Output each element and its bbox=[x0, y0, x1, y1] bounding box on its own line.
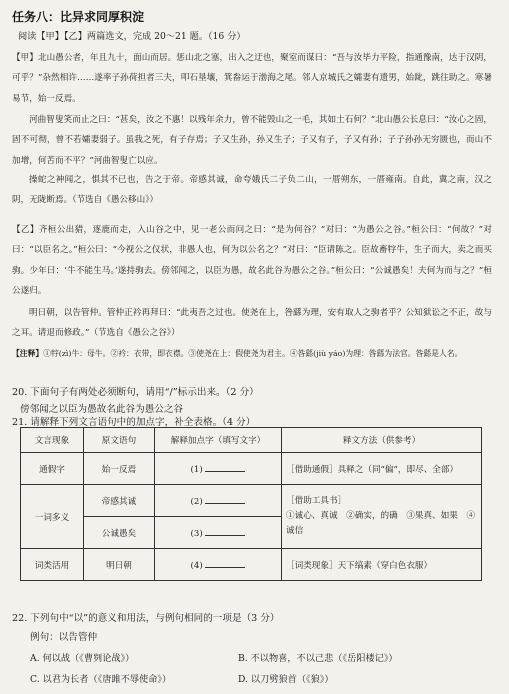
method-cell bbox=[282, 485, 482, 549]
sentence-cell: 帝感其诚 bbox=[84, 485, 155, 517]
reading-instruction: 阅读【甲】【乙】两篇选文，完成 20～21 题。（16 分） bbox=[18, 31, 246, 42]
task-title: 任务八：比异求同厚积淀 bbox=[12, 10, 145, 24]
option-d[interactable] bbox=[238, 671, 334, 685]
option-label: B. bbox=[238, 653, 248, 664]
answer-blank[interactable] bbox=[205, 462, 245, 472]
method-meanings: ①诚心、真诚 ②确实，的确 ③果真、如果 ④诚信 bbox=[286, 511, 476, 536]
option-label: C. bbox=[30, 674, 40, 685]
passage-yi-p1: 【乙】齐桓公出猎，逐鹿而走，入山谷之中，见一老公而问之曰：“是为何谷？”对曰：“为愚公之谷。”桓公曰：“何故？”对曰：“以臣名之。”桓公曰：“今视公之仪状，非愚人也，何为以公名之？”对曰：“臣请陈之。臣故畜牸牛，生子而大，卖之而买驹。少年曰：‘牛不能生马。’遂持驹去。傍邻闻之，以臣为愚，故名此谷为愚公之谷。”桓公曰：“公诚愚矣！夫何为而与之？”桓公遂归。 bbox=[12, 225, 492, 296]
sentence-cell: 明日朝 bbox=[84, 549, 155, 581]
table-header-row bbox=[21, 428, 482, 453]
header-method: 释文方法（供参考） bbox=[282, 428, 482, 453]
q20-stem: 20. 下面句子有两处必须断句，请用“/”标示出来。（2 分） bbox=[12, 387, 259, 398]
header-explanation: 解释加点字（填写文字） bbox=[155, 428, 282, 453]
notes-label: 【注释】 bbox=[12, 349, 44, 358]
option-label: A. bbox=[30, 653, 40, 664]
option-text: 何以战（《曹刿论战》） bbox=[42, 653, 135, 664]
option-label: D. bbox=[238, 674, 248, 685]
answer-number: (4) bbox=[190, 561, 203, 571]
q22-stem: 22. 下列句中“以”的意义和用法，与例句相同的一项是（3 分） bbox=[12, 613, 280, 624]
option-b[interactable] bbox=[238, 650, 398, 664]
q20-sentence: 傍邻闻之以臣为愚故名此谷为愚公之谷 bbox=[20, 404, 184, 415]
table-row bbox=[21, 453, 482, 485]
passage-jia-p1: 【甲】北山愚公者，年且九十，面山而居。惩山北之塞，出入之迂也，聚室而谋曰：“吾与汝毕力平险，指通豫南，达于汉阴，可乎？”杂然相许……遂率子孙荷担者三夫，叩石垦壤，箕畚运于渤海之尾。邻人京城氏之孀妻有遗男，始龀，跳往助之。寒暑易节，始一反焉。 bbox=[12, 53, 492, 104]
header-phenomenon: 文言现象 bbox=[21, 428, 84, 453]
answer-number: (1) bbox=[190, 465, 203, 475]
option-text: 不以物喜，不以己悲（《岳阳楼记》） bbox=[250, 653, 398, 664]
option-text: 以刀劈狼首（《狼》） bbox=[250, 674, 334, 685]
answer-number: (3) bbox=[190, 529, 203, 539]
answer-number: (2) bbox=[190, 497, 203, 507]
phenomenon-cell: 一词多义 bbox=[21, 485, 84, 549]
sentence-cell: 公诚愚矣 bbox=[84, 517, 155, 549]
q21-stem: 21. 请解释下列文言语句中的加点字，补全表格。（4 分） bbox=[12, 417, 256, 428]
table-row bbox=[21, 549, 482, 581]
answer-cell-4[interactable] bbox=[155, 549, 282, 581]
option-a[interactable] bbox=[30, 650, 134, 664]
notes-text: ①牸(zì)牛：母牛。②衿：衣带，即衣襟。③使尧在上：假使尧为君主。④咎繇(jiù yáo)为理：咎繇为法官。咎繇是人名。 bbox=[43, 349, 463, 358]
passage-yi-p2: 明日朝，以告管仲。管仲正衿再拜曰：“此夷吾之过也。使尧在上，咎繇为理，安有取人之驹者乎？公知狱讼之不正，故与之耳。请退而修政。”（节选自《愚公之谷》） bbox=[12, 308, 492, 339]
method-cell: ［借助通假］具释之（同“偏”，即尽、全部） bbox=[282, 453, 482, 485]
method-cell: ［词类现象］天下缟素（穿白色衣服） bbox=[282, 549, 482, 581]
answer-cell-2[interactable] bbox=[155, 485, 282, 517]
answer-cell-1[interactable] bbox=[155, 453, 282, 485]
phenomenon-cell: 词类活用 bbox=[21, 549, 84, 581]
method-tool-label: ［借助工具书］ bbox=[286, 496, 347, 506]
q22-example: 例句：以告管仲 bbox=[30, 632, 98, 643]
header-sentence: 原文语句 bbox=[84, 428, 155, 453]
option-text: 以君为长者（《唐雎不辱使命》） bbox=[42, 674, 172, 685]
table-row bbox=[21, 485, 482, 517]
q21-table bbox=[20, 427, 482, 581]
option-c[interactable] bbox=[30, 671, 171, 685]
answer-blank[interactable] bbox=[205, 494, 245, 504]
answer-cell-3[interactable] bbox=[155, 517, 282, 549]
answer-blank[interactable] bbox=[205, 558, 245, 568]
annotations bbox=[12, 345, 492, 363]
phenomenon-cell: 通假字 bbox=[21, 453, 84, 485]
sentence-cell: 始一反焉 bbox=[84, 453, 155, 485]
answer-blank[interactable] bbox=[205, 526, 245, 536]
passage-jia-p3: 操蛇之神闻之，惧其不已也，告之于帝。帝感其诚，命夸娥氏二子负二山，一厝朔东，一厝雍南。自此，冀之南，汉之阴，无陇断焉。（节选自《愚公移山》） bbox=[12, 175, 492, 206]
passage-jia-p2: 河曲智叟笑而止之曰：“甚矣，汝之不惠！以残年余力，曾不能毁山之一毛，其如土石何？”北山愚公长息曰：“汝心之固，固不可彻，曾不若孀妻弱子。虽我之死，有子存焉；子又生孙，孙又生子；子又有子，子又有孙；子子孙孙无穷匮也，而山不加增，何苦而不平？”河曲智叟亡以应。 bbox=[12, 115, 492, 166]
